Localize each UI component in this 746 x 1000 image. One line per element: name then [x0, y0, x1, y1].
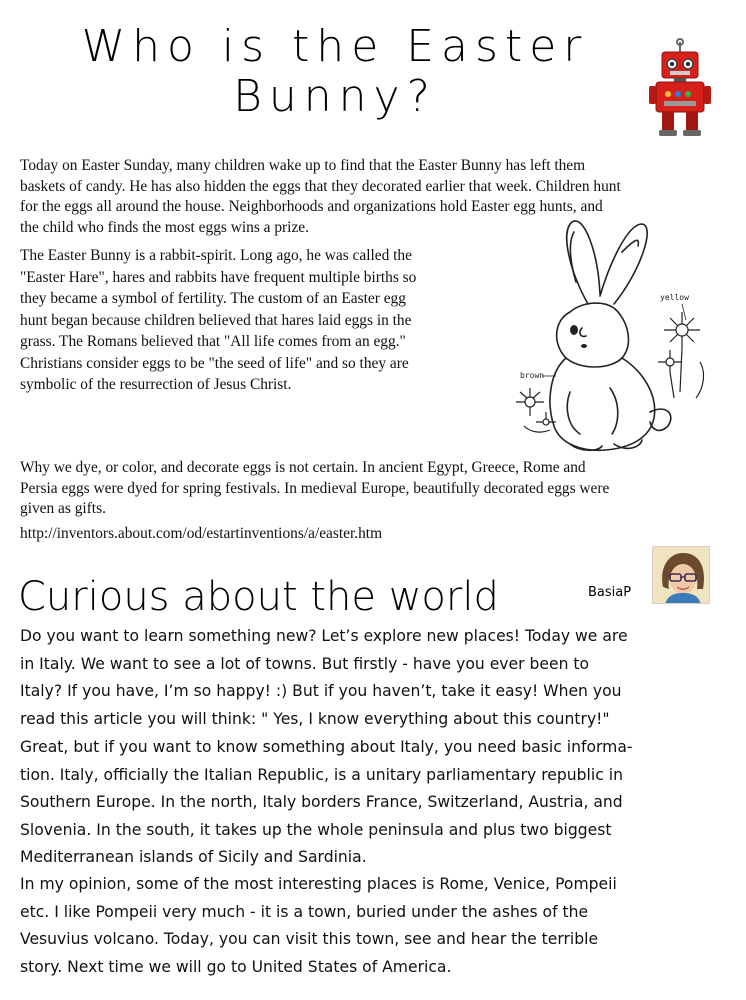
section-paragraph-3: In my opinion, some of the most interesting places is Rome, Venice, Pompeii etc. I like Pompeii very much - it is a town, buried under the ashes of the Vesuvius volcano. Today, you can visit this town, see and hear the terrible story. Next time we will go to United States of America. [20, 875, 617, 976]
source-link[interactable]: http://inventors.about.com/od/estartinventions/a/easter.htm [20, 525, 383, 542]
author-avatar [652, 546, 710, 604]
article-title [20, 22, 650, 122]
label-yellow: yellow [660, 293, 689, 302]
section-paragraph-2: Great, but if you want to know something about Italy, you need basic informa- tion. Italy, officially the Italian Republic, is a unitary parliamentary republic in Southern Europe. In the north, Italy borders France, Switzerland, Austria, and Slovenia. In the south, it takes up the whole peninsula and plus two biggest Mediterranean islands of Sicily and Sardinia. [20, 738, 633, 866]
article-paragraph-1: Today on Easter Sunday, many children wake up to find that the Easter Bunny has left them baskets of candy. He has also hidden the eggs that they decorated earlier that week. Children hunt for the eggs all around the house. Neighborhoods and organizations hold Easter egg hunts, and the child who finds the most eggs wins a prize. [20, 157, 621, 236]
section-title: Curious about the world [18, 574, 499, 620]
label-brown: brown [520, 371, 545, 380]
article-paragraph-2: The Easter Bunny is a rabbit-spirit. Long ago, he was called the "Easter Hare", hares and rabbits have frequent multiple births so they became a symbol of fertility. The custom of an Easter egg hunt began because children believed that hares laid eggs in the grass. The Romans believed that "All life comes from an egg." Christians consider eggs to be "the seed of life" and so they are symbolic of the resurrection of Jesus Christ. [20, 247, 417, 393]
article-title-line-2: Bunny? [233, 71, 437, 122]
author-name: BasiaP [588, 585, 632, 600]
robot-icon [648, 38, 712, 138]
article-title-line-1: Who is the Easter [81, 21, 589, 72]
bunny-illustration [510, 212, 722, 460]
article-paragraph-3: Why we dye, or color, and decorate eggs is not certain. In ancient Egypt, Greece, Rome and Persia eggs were dyed for spring festivals. In medieval Europe, beautifully decorated eggs were given as gifts. [20, 459, 610, 517]
section-paragraph-1: Do you want to learn something new? Let’s explore new places! Today we are in Italy. We want to see a lot of towns. But firstly - have you ever been to Italy? If you have, I’m so happy! :) But if you haven’t, take it easy! When you read this article you will think: " Yes, I know everything about this country!" [20, 627, 628, 728]
